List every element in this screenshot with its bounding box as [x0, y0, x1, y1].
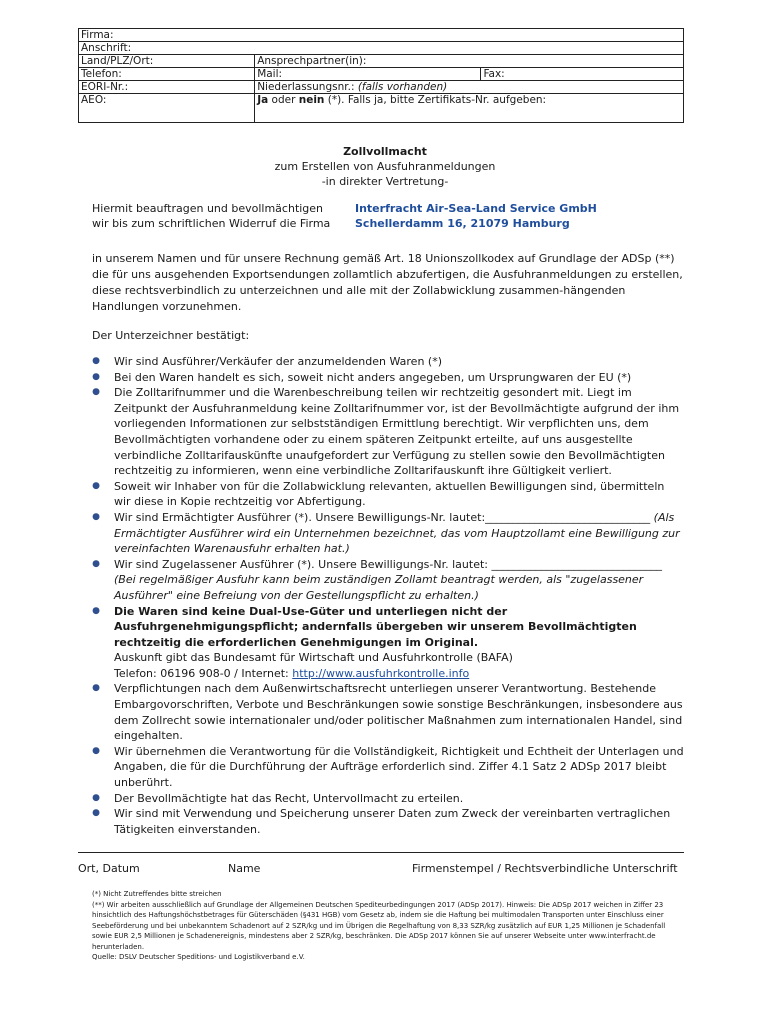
signature-line: [78, 852, 684, 853]
field-mail[interactable]: Mail:: [255, 68, 481, 81]
bafa-link[interactable]: http://www.ausfuhrkontrolle.info: [292, 666, 470, 680]
list-item: ● Soweit wir Inhaber von für die Zollabwicklung relevanten, aktuellen Bewilligungen sind, übermitteln wir diese in Kopie rechtzeitig vor Abfertigung.: [92, 479, 665, 509]
list-item: ● Wir übernehmen die Verantwortung für die Vollständigkeit, Richtigkeit und Echtheit der Unterlagen und Angaben, die für die Durchführung der Aufträge erforderlich sind. Ziffer 4.1 Satz 2 ADSp 2017 bleibt unberührt.: [92, 744, 684, 790]
bullet-icon: ●: [92, 808, 100, 819]
agent-company: [355, 201, 685, 231]
field-telefon[interactable]: Telefon:: [79, 68, 255, 81]
bullet-icon: ●: [92, 605, 100, 616]
footnotes: [92, 889, 682, 963]
footnote-source: Quelle: DSLV Deutscher Speditions- und Logistikverband e.V.: [92, 953, 305, 961]
bullet-icon: ●: [92, 558, 100, 569]
bullet-icon: ●: [92, 371, 100, 382]
field-eori[interactable]: EORI-Nr.:: [79, 81, 255, 94]
list-item: ● Wir sind mit Verwendung und Speicherung unserer Daten zum Zweck der vereinbarten vertraglichen Tätigkeiten einverstanden.: [92, 807, 671, 836]
signature-name: Name: [228, 862, 261, 875]
field-anschrift[interactable]: Anschrift:: [79, 42, 684, 55]
footnote-1: (*) Nicht Zutreffendes bitte streichen: [92, 890, 222, 898]
signature-place-date: Ort, Datum: [78, 862, 140, 875]
document-title: Zollvollmacht: [343, 145, 427, 158]
customer-form-table: [78, 28, 684, 123]
document-subtitle: zum Erstellen von Ausfuhranmeldungen: [274, 160, 496, 173]
bullet-icon: ●: [92, 792, 100, 803]
field-fax[interactable]: Fax:: [481, 68, 684, 81]
list-item: ● Die Zolltarifnummer und die Warenbeschreibung teilen wir rechtzeitig gesondert mit. Liegt im Zeitpunkt der Ausfuhranmeldung keine Zolltarifnummer vor, ist der Bevollmächtigte aufgrund der ihm vorliegenden Informationen zur selbstständigen Ermittlung berechtigt. Wir verpflichten uns, dem Bevollmächtigten vorhandene oder zu einem späteren Zeitpunkt erteilte, auf uns ausgestellte verbindliche Zolltarifauskünfte unaufgefordert zur Verfügung zu stellen sowie den Bevollmächtigten rechtzeitig zu informieren, wenn eine verbindliche Zolltarifauskunft ihre Gültigkeit verliert.: [92, 386, 680, 478]
list-item: ● Wir sind Ausführer/Verkäufer der anzumeldenden Waren (*): [92, 355, 442, 368]
list-item: ● Bei den Waren handelt es sich, soweit nicht anders angegeben, um Ursprungwaren der EU (*): [92, 370, 632, 384]
document-subtitle-2: -in direkter Vertretung-: [321, 175, 449, 188]
field-land[interactable]: Land/PLZ/Ort:: [79, 55, 255, 68]
confirm-heading: Der Unterzeichner bestätigt:: [92, 329, 250, 342]
footnote-2: (**) Wir arbeiten ausschließlich auf Grundlage der Allgemeinen Deutschen Spediteurbedingungen 2017 (ADSp 2017). Hinweis: Die ADSp 2017 weichen in Ziffer 23 hinsichtlich des Haftungshöchstbetrages für Güterschäden (§431 HGB) vom Gesetz ab, indem sie die Haftung bei multimodalen Transporten unter Einschluss einer Seebeförderung und bei unbekanntem Schadenort auf 2 SZR/kg und im Übrigen die Regelhaftung von 8,33 SZR/kg zusätzlich auf EUR 1,25 Millionen je Schadenfall sowie EUR 2,5 Millionen je Schadenereignis, mindestens aber 2 SZR/kg, beschränken. Die ADSp 2017 können Sie auf unserer Webseite unter www.interfracht.de herunterladen.: [92, 900, 666, 951]
field-ansprechpartner[interactable]: Ansprechpartner(in):: [255, 55, 684, 68]
field-aeo-label: AEO:: [79, 94, 255, 123]
agent-company-address: Schellerdamm 16, 21079 Hamburg: [355, 217, 570, 230]
bullet-icon: ●: [92, 480, 100, 491]
signature-stamp: Firmenstempel / Rechtsverbindliche Unterschrift: [412, 862, 678, 875]
main-paragraph: in unserem Namen und für unsere Rechnung gemäß Art. 18 Unionszollkodex auf Grundlage der ADSp (**) die für uns ausgehenden Exportsendungen zollamtlich abzufertigen, die Ausfuhranmeldungen zu erstellen, diese rechtsverbindlich zu unterzeichnen und alle mit der Zollabwicklung zusammen-hängenden Handlungen vorzunehmen.: [92, 252, 683, 313]
list-item: ● Der Bevollmächtigte hat das Recht, Untervollmacht zu erteilen.: [92, 791, 464, 805]
field-niederlassung[interactable]: Niederlassungsnr.: (falls vorhanden): [255, 81, 684, 94]
bullet-icon: ●: [92, 511, 100, 522]
field-firma[interactable]: Firma:: [79, 29, 684, 42]
confirmation-list: [92, 354, 684, 837]
bullet-icon: ●: [92, 745, 100, 756]
bullet-icon: ●: [92, 356, 100, 366]
list-item: ● Verpflichtungen nach dem Außenwirtschaftsrecht unterliegen unserer Verantwortung. Bestehende Embargovorschriften, Verbote und Beschränkungen sowie sonstige Beschränkungen, insbesondere aus dem Zollrecht sowie internationaler und/oder politischer Maßnahmen zum internationalen Handel, sind eingehalten.: [92, 682, 683, 743]
list-item: ● Die Waren sind keine Dual-Use-Güter und unterliegen nicht der Ausfuhrgenehmigungspflicht; andernfalls übergeben wir unserem Bevollmächtigten rechtzeitig die erforderlichen Genehmigungen im Original. Auskunft gibt das Bundesamt für Wirtschaft und Ausfuhrkontrolle (BAFA) Telefon: 06196 908-0 / Internet: http://www.ausfuhrkontrolle.info: [92, 604, 637, 680]
bullet-icon: ●: [92, 387, 100, 398]
agent-company-name: Interfracht Air-Sea-Land Service GmbH: [355, 202, 597, 215]
list-item: ● Wir sind Zugelassener Ausführer (*). Unsere Bewilligungs-Nr. lautet: _______________________________ (Bei regelmäßiger Ausfuhr kann beim zuständigen Zollamt beantragt werden, als "zugelassener Ausführer" eine Befreiung von der Gestellungspflicht zu erhalten.): [92, 557, 662, 602]
bullet-icon: ●: [92, 683, 100, 694]
field-aeo[interactable]: Ja oder nein (*). Falls ja, bitte Zertifikats-Nr. aufgeben:: [255, 94, 684, 123]
authorization-text: Hiermit beauftragen und bevollmächtigen wir bis zum schriftlichen Widerruf die Firma: [92, 202, 331, 230]
list-item: ● Wir sind Ermächtigter Ausführer (*). Unsere Bewilligungs-Nr. lautet:______________________________ (Als Ermächtigter Ausführer wird ein Unternehmen bezeichnet, das vom Hauptzollamt eine Bewilligung zur vereinfachten Warenausfuhr erhalten hat.): [92, 510, 680, 556]
